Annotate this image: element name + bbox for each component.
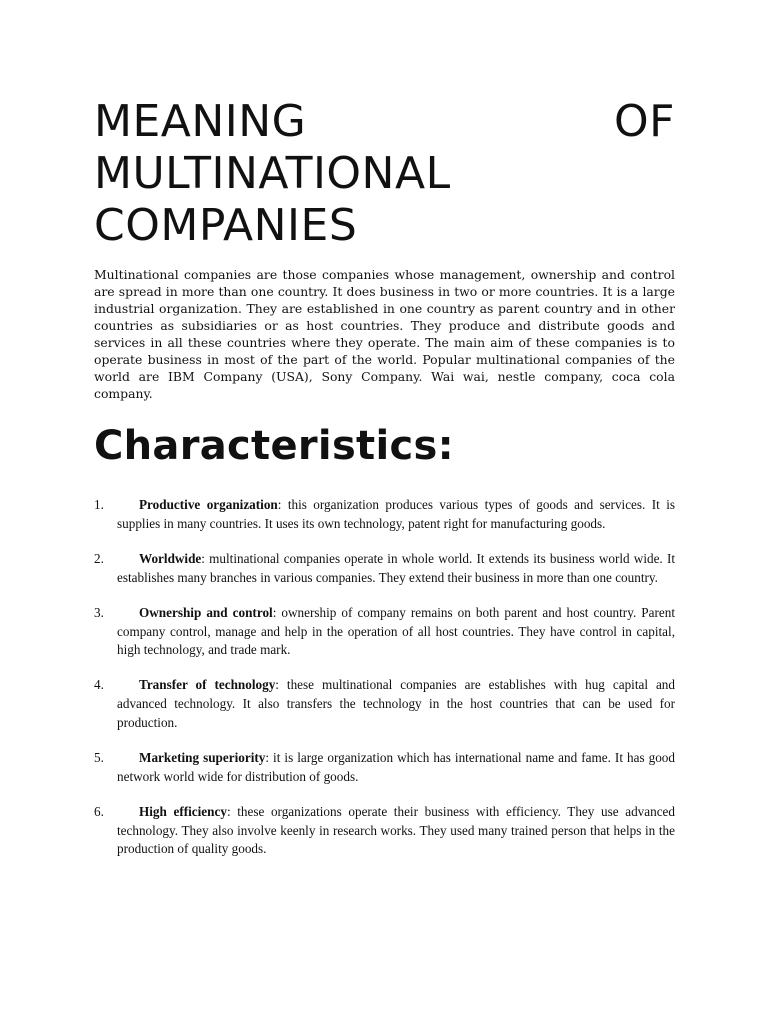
list-item-text: : it is large organization which has international name and fame. It has good network world wide for distribution of goods. <box>117 750 675 784</box>
list-item-text: : ownership of company remains on both parent and host country. Parent company control, manage and help in the operation of all host countries. They have control in capital, high technology, and trade mark. <box>117 604 675 658</box>
list-item <box>94 803 675 859</box>
characteristics-list <box>94 496 675 859</box>
list-item <box>94 550 675 587</box>
list-item-term: High efficiency <box>139 803 227 819</box>
list-item-term: Marketing superiority <box>139 750 266 766</box>
document-page <box>94 96 675 876</box>
list-item <box>94 604 675 660</box>
list-item-term: Productive organization <box>139 497 278 512</box>
list-item-number: 2. <box>94 550 104 566</box>
list-item-term: Worldwide <box>139 550 202 566</box>
list-item-text: : these organizations operate their business with efficiency. They use advanced technology. They also involve keenly in research works. They used many trained person that helps in the production of quality goods. <box>117 803 675 857</box>
title-word-meaning: MEANING <box>94 96 307 147</box>
list-item <box>94 676 675 732</box>
intro-paragraph: Multinational companies are those companies whose management, ownership and control are spread in more than one country. It does business in two or more countries. It is a large industrial organization. They are established in one country as parent country and in other countries as subsidiaries or as host countries. They produce and distribute goods and services in all these countries where they operate. The main aim of these companies is to operate business in most of the part of the world. Popular multinational companies of the world are IBM Company (USA), Sony Company. Wai wai, nestle company, coca cola company. <box>94 267 675 401</box>
list-item-text: : these multinational companies are establishes with hug capital and advanced technology. It also transfers the technology in the host countries that can be used for production. <box>117 677 675 730</box>
title-line-1 <box>94 96 675 148</box>
list-item-number: 5. <box>94 750 104 766</box>
list-item-term: Transfer of technology <box>139 677 276 693</box>
list-item-number: 4. <box>94 677 104 693</box>
title-word-of: OF <box>614 96 675 147</box>
list-item-number: 1. <box>94 497 104 512</box>
list-item-text: : multinational companies operate in whole world. It extends its business world wide. It establishes many branches in various companies. They extend their business in more than one country. <box>117 550 675 585</box>
list-item-number: 3. <box>94 604 104 620</box>
list-item-text: : this organization produces various types of goods and services. It is supplies in many countries. It uses its own technology, patent right for manufacturing goods. <box>117 497 676 531</box>
characteristics-heading: Characteristics: <box>94 423 454 469</box>
document-title <box>94 96 675 252</box>
list-item-number: 6. <box>94 803 104 819</box>
list-item <box>94 496 675 533</box>
title-line-2: MULTINATIONAL <box>94 148 451 199</box>
title-line-3: COMPANIES <box>94 200 358 251</box>
list-item <box>94 749 675 786</box>
list-item-term: Ownership and control <box>139 604 273 620</box>
